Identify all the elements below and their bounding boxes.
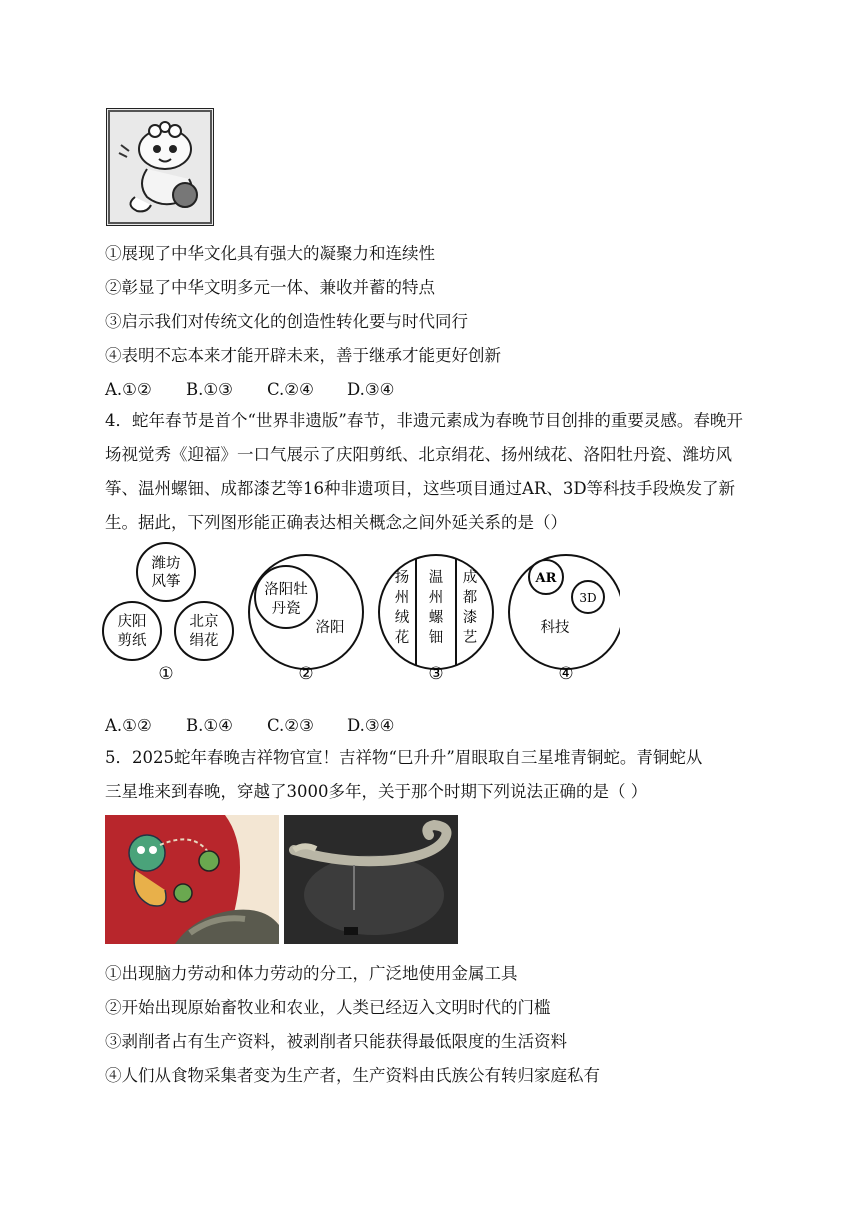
d3-col1 bbox=[395, 569, 410, 646]
diagram-2 bbox=[249, 555, 363, 684]
q3-option-a[interactable]: A.①② bbox=[105, 380, 152, 399]
mascot-snake-icon bbox=[105, 815, 279, 944]
q4-diagrams bbox=[100, 540, 620, 690]
q4-option-b[interactable]: B.①④ bbox=[186, 716, 233, 735]
d4-ar-label: AR bbox=[535, 571, 557, 586]
d3-col3-c1: 成 bbox=[462, 570, 478, 586]
diagram-3 bbox=[379, 550, 493, 684]
d4-outer-label: 科技 bbox=[540, 620, 570, 636]
d3-number: ③ bbox=[428, 664, 444, 684]
q5-statement-2: ②开始出现原始畜牧业和农业，人类已经迈入文明时代的门槛 bbox=[105, 998, 551, 1017]
d3-col3-c2: 都 bbox=[462, 590, 478, 606]
circle-beijing bbox=[175, 602, 233, 660]
d3-col1-c3: 绒 bbox=[394, 610, 410, 626]
q3-options bbox=[105, 379, 394, 401]
diagram-4 bbox=[509, 555, 620, 684]
bronze-snake-image bbox=[284, 815, 458, 944]
d3-col3 bbox=[463, 569, 478, 646]
d3-col1-c4: 花 bbox=[394, 630, 410, 646]
d3-col2-c2: 州 bbox=[428, 590, 444, 606]
cartoon-snake-icon bbox=[107, 109, 213, 225]
q3-statement-2: ②彰显了中华文明多元一体、兼收并蓄的特点 bbox=[105, 278, 435, 297]
d3-col2 bbox=[429, 569, 444, 646]
q3-statement-3: ③启示我们对传统文化的创造性转化要与时代同行 bbox=[105, 312, 468, 331]
d4-3d-label: 3D bbox=[579, 591, 597, 605]
q4-option-c[interactable]: C.②③ bbox=[267, 716, 314, 735]
d2-inner-line2: 丹瓷 bbox=[271, 601, 301, 617]
d3-col1-c2: 州 bbox=[394, 590, 410, 606]
d1-number: ① bbox=[158, 664, 174, 684]
q5-question-line-2: 三星堆来到春晚，穿越了3000多年，关于那个时期下列说法正确的是（ ） bbox=[105, 782, 648, 801]
d2-inner-line1: 洛阳牡 bbox=[264, 582, 308, 598]
q5-statement-1: ①出现脑力劳动和体力劳动的分工，广泛地使用金属工具 bbox=[105, 964, 518, 983]
q4-question: 4．蛇年春节是首个“世界非遗版”春节，非遗元素成为春晚节目创排的重要灵感。春晚开场视觉秀《迎福》一口气展示了庆阳剪纸、北京绢花、扬州绒花、洛阳牡丹瓷、潍坊风筝、温州螺钿、成都漆艺等16种非遗项目，这些项目通过AR、3D等科技手段焕发了新生。据此，下列图形能正确表达相关概念之间外延关系的是（） bbox=[105, 411, 743, 532]
d3-col2-c3: 螺 bbox=[428, 610, 444, 626]
q5-question-line-1: 5．2025蛇年春晚吉祥物官宣！吉祥物“巳升升”眉眼取自三星堆青铜蛇。青铜蛇从 bbox=[105, 748, 703, 767]
d4-number: ④ bbox=[558, 664, 574, 684]
q3-statement-1: ①展现了中华文化具有强大的凝聚力和连续性 bbox=[105, 244, 435, 263]
d1-right-line2: 绢花 bbox=[189, 633, 219, 649]
q3-option-b[interactable]: B.①③ bbox=[186, 380, 233, 399]
d2-number: ② bbox=[298, 664, 314, 684]
d3-col3-c3: 漆 bbox=[462, 610, 478, 626]
d2-outer-label: 洛阳 bbox=[315, 620, 345, 636]
q5-statement-4: ④人们从食物采集者变为生产者，生产资料由氏族公有转归家庭私有 bbox=[105, 1066, 600, 1085]
q4-option-a[interactable]: A.①② bbox=[105, 716, 152, 735]
d3-col2-c4: 钿 bbox=[428, 630, 444, 646]
d1-top-line2: 风筝 bbox=[151, 574, 181, 590]
q4-options bbox=[105, 715, 394, 737]
q5-statement-3: ③剥削者占有生产资料，被剥削者只能获得最低限度的生活资料 bbox=[105, 1032, 567, 1051]
circle-keji bbox=[509, 555, 620, 669]
q3-option-c[interactable]: C.②④ bbox=[267, 380, 314, 399]
bronze-snake-icon bbox=[284, 815, 458, 944]
circle-qingyang bbox=[103, 602, 161, 660]
d1-left-line1: 庆阳 bbox=[117, 614, 147, 630]
d3-col3-c4: 艺 bbox=[462, 630, 478, 646]
mascot-image bbox=[105, 815, 279, 944]
d1-left-line2: 剪纸 bbox=[117, 633, 147, 649]
d3-col1-c1: 扬 bbox=[394, 570, 410, 586]
d1-right-line1: 北京 bbox=[189, 614, 219, 630]
q3-statement-4: ④表明不忘本来才能开辟未来，善于继承才能更好创新 bbox=[105, 346, 501, 365]
q4-option-d[interactable]: D.③④ bbox=[347, 716, 395, 735]
d1-top-line1: 潍坊 bbox=[151, 556, 181, 572]
snake-sketch-image bbox=[106, 108, 214, 226]
d3-col2-c1: 温 bbox=[428, 570, 444, 586]
q3-option-d[interactable]: D.③④ bbox=[347, 380, 395, 399]
diagram-1 bbox=[103, 543, 233, 684]
circle-weifang bbox=[137, 543, 195, 601]
